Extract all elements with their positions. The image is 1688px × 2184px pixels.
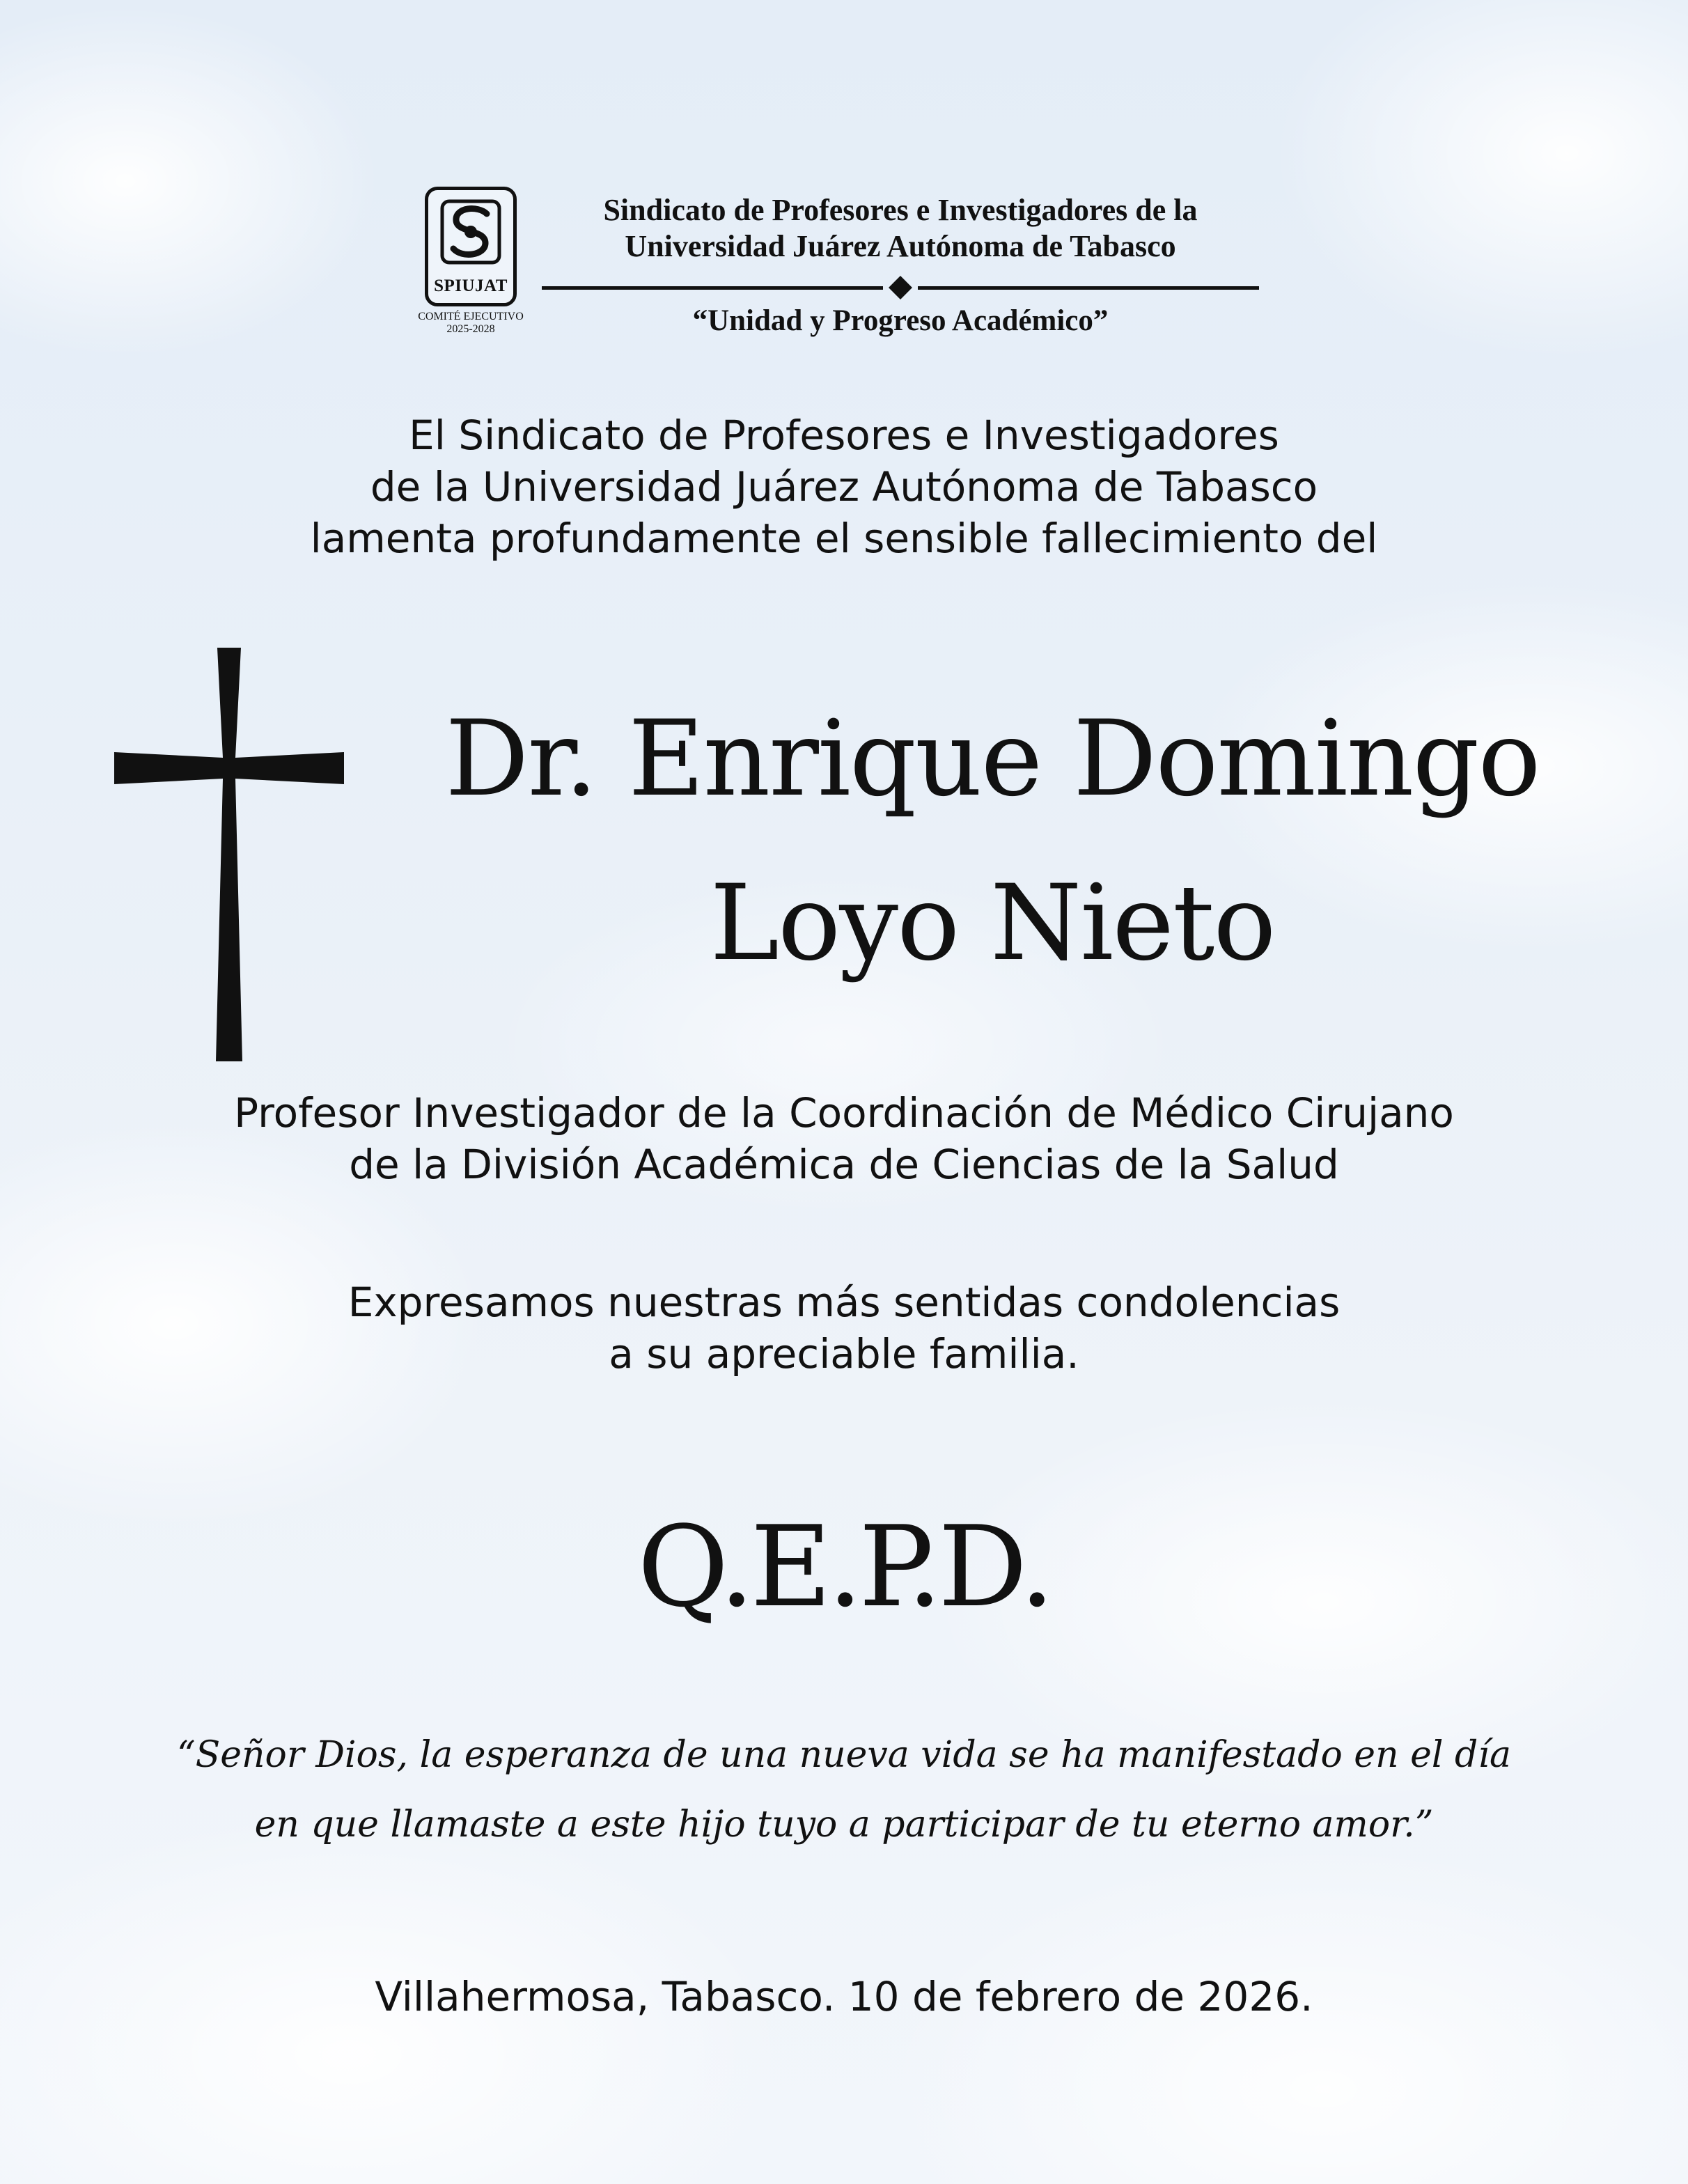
logo-committee: [397, 311, 545, 336]
prayer-line2: en que llamaste a este hijo tuyo a participar de tu eterno amor.”: [254, 1804, 1434, 1846]
intro-text: [0, 410, 1688, 564]
org-slogan: “Unidad y Progreso Académico”: [692, 304, 1109, 337]
org-name-line2: Universidad Juárez Autónoma de Tabasco: [625, 229, 1176, 263]
org-name-line1: Sindicato de Profesores e Investigadores de la: [603, 193, 1198, 227]
deceased-name-line2: Loyo Nieto: [710, 863, 1275, 984]
divider-line-right: [918, 286, 1259, 290]
divider-line-left: [542, 286, 883, 290]
header: [397, 181, 1260, 355]
deceased-name: [390, 677, 1595, 1006]
logo-emblem: [439, 198, 502, 268]
intro-line3: lamenta profundamente el sensible fallecimiento del: [310, 515, 1378, 562]
logo-committee-years: 2025-2028: [446, 323, 495, 335]
deceased-position: [0, 1087, 1688, 1190]
position-line1: Profesor Investigador de la Coordinación de Médico Cirujano: [234, 1089, 1454, 1137]
diamond-icon: [889, 276, 912, 299]
condolences-text: [0, 1277, 1688, 1380]
condolences-line2: a su apreciable familia.: [609, 1330, 1079, 1378]
condolences-line1: Expresamos nuestras más sentidas condolencias: [347, 1279, 1341, 1326]
prayer-line1: “Señor Dios, la esperanza de una nueva vida se ha manifestado en el día: [177, 1734, 1511, 1776]
org-name: [542, 192, 1259, 265]
cross-icon: [114, 648, 344, 1061]
qepd-heading: Q.E.P.D.: [637, 1502, 1051, 1632]
spiujat-logo-icon: [425, 187, 517, 306]
prayer-quote: [0, 1720, 1688, 1859]
intro-line2: de la Universidad Juárez Autónoma de Tabasco: [370, 463, 1318, 510]
place-date: Villahermosa, Tabasco. 10 de febrero de 2026.: [375, 1973, 1313, 2020]
org-divider: [542, 276, 1259, 299]
deceased-name-line1: Dr. Enrique Domingo: [445, 699, 1540, 820]
intro-line1: El Sindicato de Profesores e Investigadores: [409, 412, 1279, 459]
logo-committee-title: COMITÉ EJECUTIVO: [418, 311, 524, 322]
logo-acronym: SPIUJAT: [434, 276, 508, 295]
position-line2: de la División Académica de Ciencias de la Salud: [349, 1141, 1339, 1188]
